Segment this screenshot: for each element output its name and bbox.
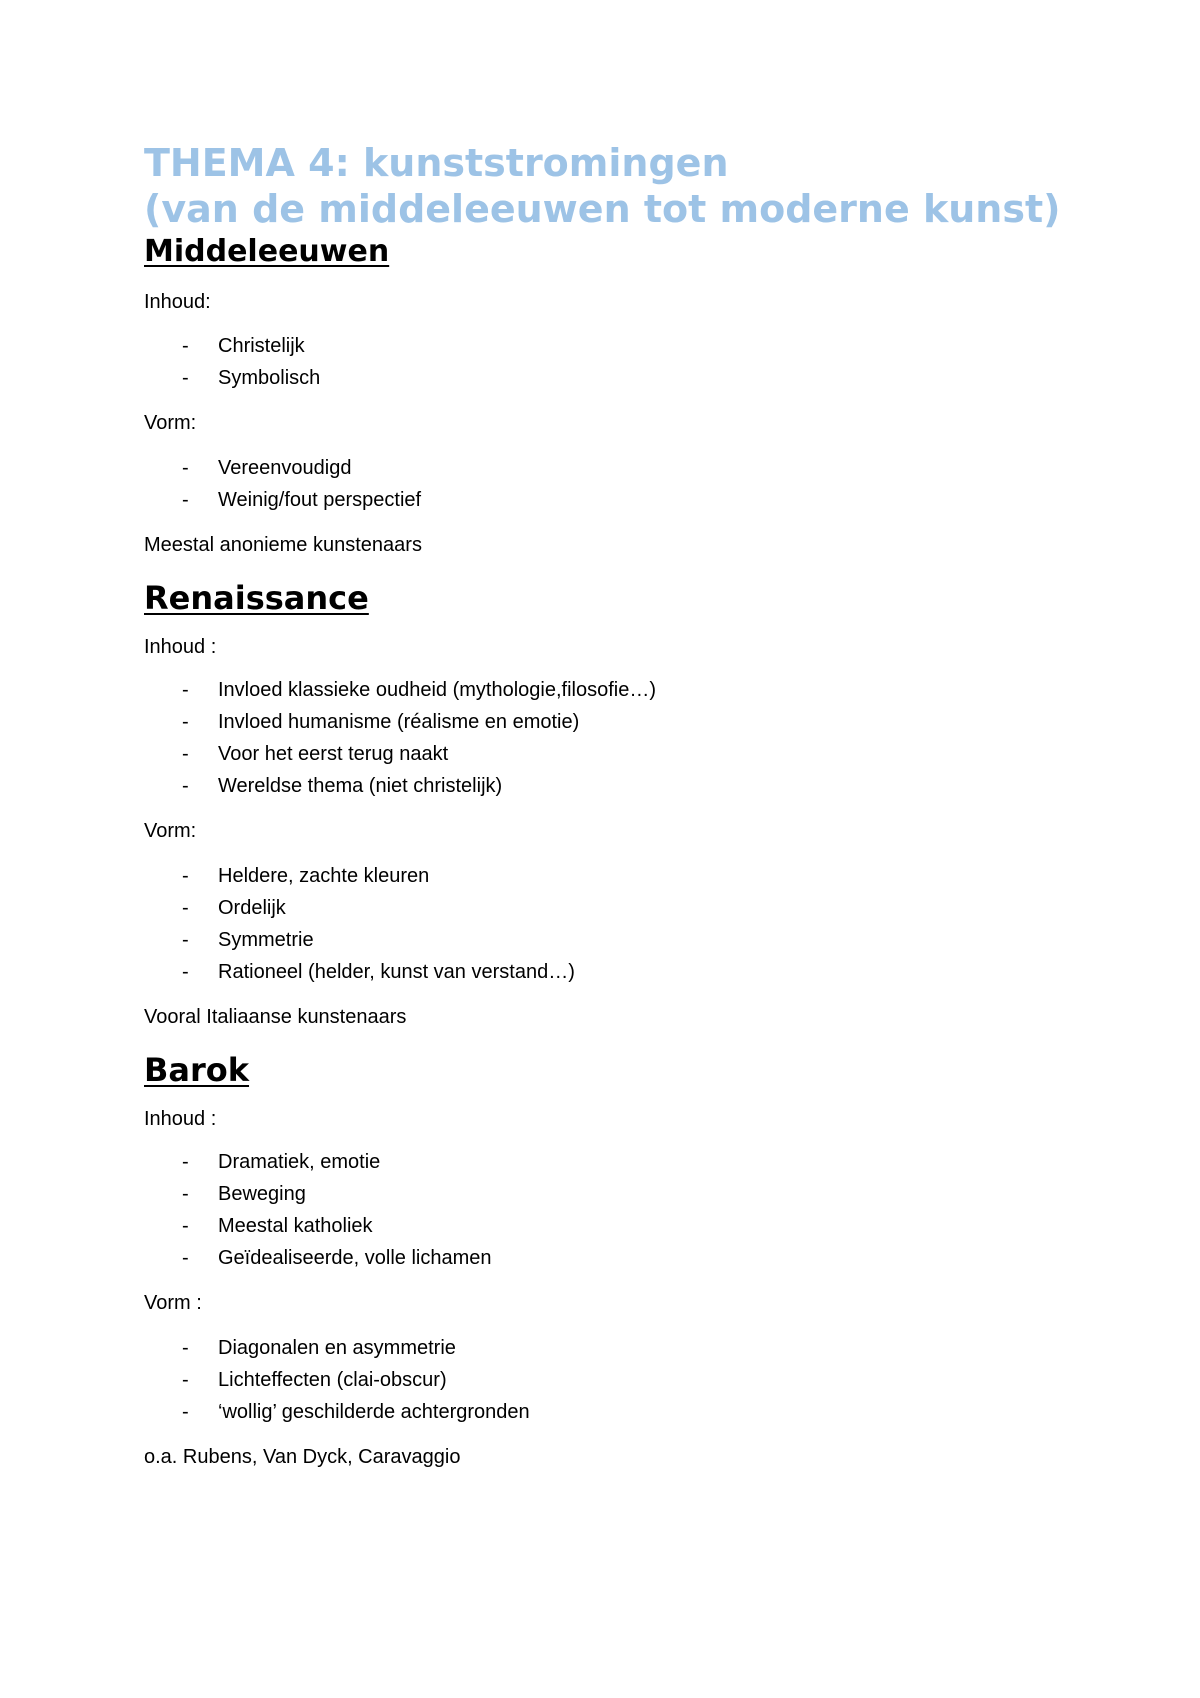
dash-icon: -: [182, 865, 189, 887]
list-item: - Invloed humanisme (réalisme en emotie): [144, 706, 1064, 738]
section-note: o.a. Rubens, Van Dyck, Caravaggio: [144, 1446, 461, 1468]
dash-icon: -: [182, 743, 189, 765]
dash-icon: -: [182, 897, 189, 919]
dash-icon: -: [182, 367, 189, 389]
dash-icon: -: [182, 929, 189, 951]
dash-icon: -: [182, 961, 189, 983]
list-item: - Lichteffecten (clai-obscur): [144, 1364, 1064, 1396]
dash-icon: -: [182, 775, 189, 797]
list-item: - Christelijk: [144, 330, 1064, 362]
dash-icon: -: [182, 1369, 189, 1391]
content-label: Inhoud :: [144, 636, 217, 658]
list-item: - Dramatiek, emotie: [144, 1146, 1064, 1178]
list-item: - Voor het eerst terug naakt: [144, 738, 1064, 770]
document-title: THEMA 4: kunststromingen: [144, 141, 729, 185]
dash-icon: -: [182, 1247, 189, 1269]
section-heading: Barok: [144, 1051, 250, 1089]
dash-icon: -: [182, 457, 189, 479]
dash-icon: -: [182, 489, 189, 511]
section-heading: Renaissance: [144, 579, 369, 617]
dash-icon: -: [182, 1215, 189, 1237]
form-list: [144, 452, 1064, 516]
list-item: - Geïdealiseerde, volle lichamen: [144, 1242, 1064, 1274]
list-item: - Meestal katholiek: [144, 1210, 1064, 1242]
list-item: - Heldere, zachte kleuren: [144, 860, 1064, 892]
section-barok: [144, 1048, 1064, 1470]
form-label: Vorm :: [144, 1292, 202, 1314]
section-renaissance: [144, 576, 1064, 1030]
form-label: Vorm:: [144, 412, 197, 434]
list-item: - Beweging: [144, 1178, 1064, 1210]
list-item: - Invloed klassieke oudheid (mythologie,filosofie…): [144, 674, 1064, 706]
section-note: Meestal anonieme kunstenaars: [144, 534, 422, 556]
content-list: [144, 674, 1064, 802]
list-item: - Vereenvoudigd: [144, 452, 1064, 484]
document-subtitle: (van de middeleeuwen tot moderne kunst): [144, 187, 1061, 231]
dash-icon: -: [182, 335, 189, 357]
list-item: - Symmetrie: [144, 924, 1064, 956]
list-item: - Ordelijk: [144, 892, 1064, 924]
dash-icon: -: [182, 1337, 189, 1359]
dash-icon: -: [182, 711, 189, 733]
section-heading: Middeleeuwen: [144, 234, 390, 269]
dash-icon: -: [182, 679, 189, 701]
list-item: - Symbolisch: [144, 362, 1064, 394]
dash-icon: -: [182, 1183, 189, 1205]
content-label: Inhoud :: [144, 1108, 217, 1130]
section-note: Vooral Italiaanse kunstenaars: [144, 1006, 407, 1028]
list-item: - ‘wollig’ geschilderde achtergronden: [144, 1396, 1064, 1428]
list-item: - Weinig/fout perspectief: [144, 484, 1064, 516]
content-list: [144, 1146, 1064, 1274]
form-list: [144, 860, 1064, 988]
content-list: [144, 330, 1064, 394]
dash-icon: -: [182, 1401, 189, 1423]
form-label: Vorm:: [144, 820, 197, 842]
list-item: - Wereldse thema (niet christelijk): [144, 770, 1064, 802]
section-middeleeuwen: [144, 232, 1064, 558]
list-item: - Rationeel (helder, kunst van verstand…): [144, 956, 1064, 988]
list-item: - Diagonalen en asymmetrie: [144, 1332, 1064, 1364]
document-body: [144, 140, 1064, 1470]
form-list: [144, 1332, 1064, 1428]
dash-icon: -: [182, 1151, 189, 1173]
content-label: Inhoud:: [144, 291, 211, 313]
